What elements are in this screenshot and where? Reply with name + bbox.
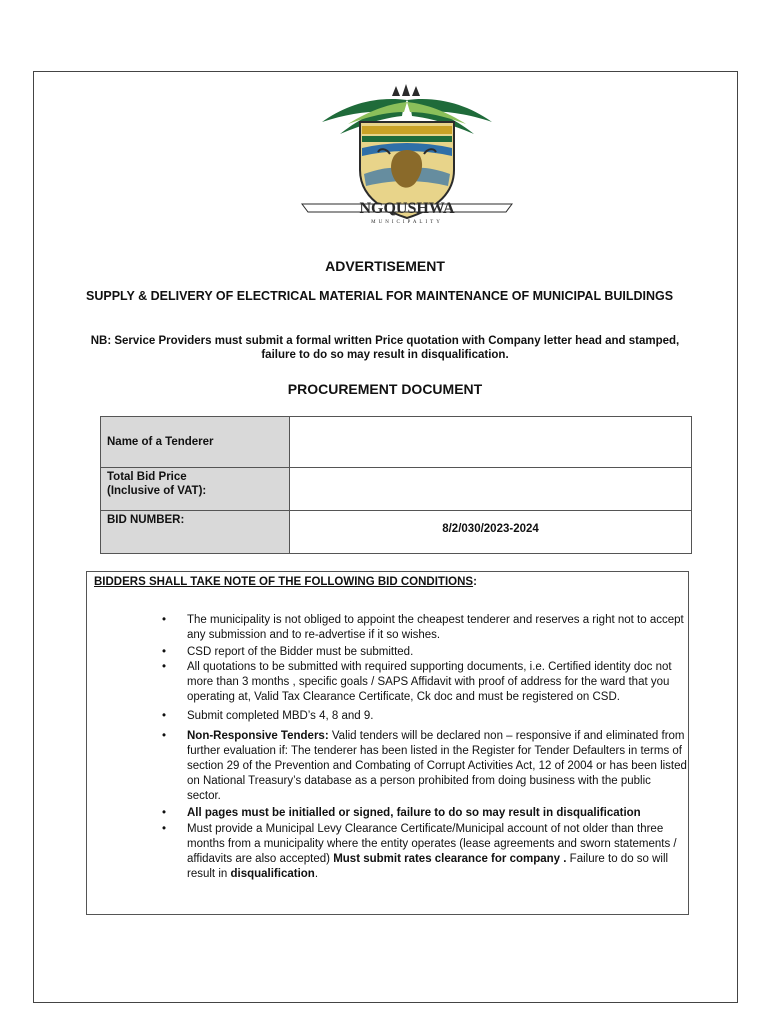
bid-conditions-title-text: BIDDERS SHALL TAKE NOTE OF THE FOLLOWING BID CONDITIONS	[94, 576, 474, 588]
logo-text: NGQUSHWA	[359, 200, 455, 217]
total-bid-price-label-line2: (Inclusive of VAT):	[107, 485, 207, 497]
condition-text-bold: Non-Responsive Tenders:	[187, 730, 329, 742]
logo-subtext: MUNICIPALITY	[371, 220, 443, 225]
name-of-tenderer-field[interactable]	[290, 417, 692, 468]
bid-conditions-list	[87, 613, 687, 882]
condition-text: Valid tenders will be declared non – responsive if and eliminated from further evaluation if: The tenderer has been listed in the Register for Tender Defaulters in terms of section 29 of the Prevention and Combating of Corrupt Activities Act, 12 of 2004 or has been listed on National Treasury’s database as a person prohibited from doing business with the public sector.	[187, 730, 687, 802]
bullet-icon: •	[162, 614, 167, 626]
bullet-icon: •	[162, 730, 167, 742]
bid-conditions-box	[86, 571, 689, 915]
condition-text-bold: disqualification	[230, 868, 315, 880]
bullet-icon: •	[162, 823, 167, 835]
bullet-icon: •	[162, 646, 167, 658]
condition-text: All quotations to be submitted with required supporting documents, i.e. Certified identity doc not more than 3 months , specific goals / SAPS Affidavit with proof of address for the ward that you operating at, Valid Tax Clearance Certificate, Ck doc and must be registered on CSD.	[187, 661, 672, 703]
bullet-icon: •	[162, 710, 167, 722]
bid-conditions-title	[94, 576, 477, 588]
procurement-title: PROCUREMENT DOCUMENT	[287, 381, 483, 397]
bullet-icon: •	[162, 807, 167, 819]
bullet-icon: •	[162, 661, 167, 673]
total-bid-price-label	[101, 468, 290, 511]
list-item	[87, 709, 687, 724]
advertisement-title: ADVERTISEMENT	[325, 258, 445, 274]
list-item	[87, 729, 687, 804]
list-item	[87, 806, 687, 821]
submission-notice: NB: Service Providers must submit a formal written Price quotation with Company letter head and stamped, failure to do so may result in disqualification.	[90, 335, 680, 361]
condition-text: CSD report of the Bidder must be submitted.	[187, 646, 414, 658]
bid-number-value: 8/2/030/2023-2024	[442, 523, 539, 535]
bid-number-cell	[290, 511, 692, 554]
condition-text-bold: Must submit rates clearance for company .	[333, 853, 567, 865]
condition-text: Failure to do so will result in	[187, 853, 669, 880]
condition-text-bold: All pages must be initialled or signed, failure to do so may result in disqualification	[187, 807, 641, 819]
total-bid-price-label-line1: Total Bid Price	[107, 471, 187, 483]
condition-text: The municipality is not obliged to appoint the cheapest tenderer and reserves a right not to accept any submission and to re-advertise if it so wishes.	[187, 614, 684, 641]
condition-text: Must provide a Municipal Levy Clearance Certificate/Municipal account of not older than three months from a municipality where the entity operates (lease agreements and sworn statements / affidavits are also accepted)	[187, 823, 677, 865]
list-item	[87, 822, 687, 882]
municipality-crest-logo	[282, 78, 532, 228]
name-of-tenderer-label: Name of a Tenderer	[101, 417, 290, 468]
list-item	[87, 645, 687, 660]
bid-conditions-title-suffix: :	[473, 576, 477, 588]
list-item	[87, 660, 687, 705]
total-bid-price-field[interactable]	[290, 468, 692, 511]
condition-text: .	[314, 868, 319, 880]
tender-info-table	[100, 416, 692, 554]
bid-number-label: BID NUMBER:	[101, 511, 290, 554]
table-row	[101, 468, 692, 511]
table-row	[101, 511, 692, 554]
list-item	[87, 613, 687, 643]
condition-text: Submit completed MBD’s 4, 8 and 9.	[187, 710, 374, 722]
tender-subject: SUPPLY & DELIVERY OF ELECTRICAL MATERIAL FOR MAINTENANCE OF MUNICIPAL BUILDINGS	[86, 289, 674, 303]
table-row	[101, 417, 692, 468]
